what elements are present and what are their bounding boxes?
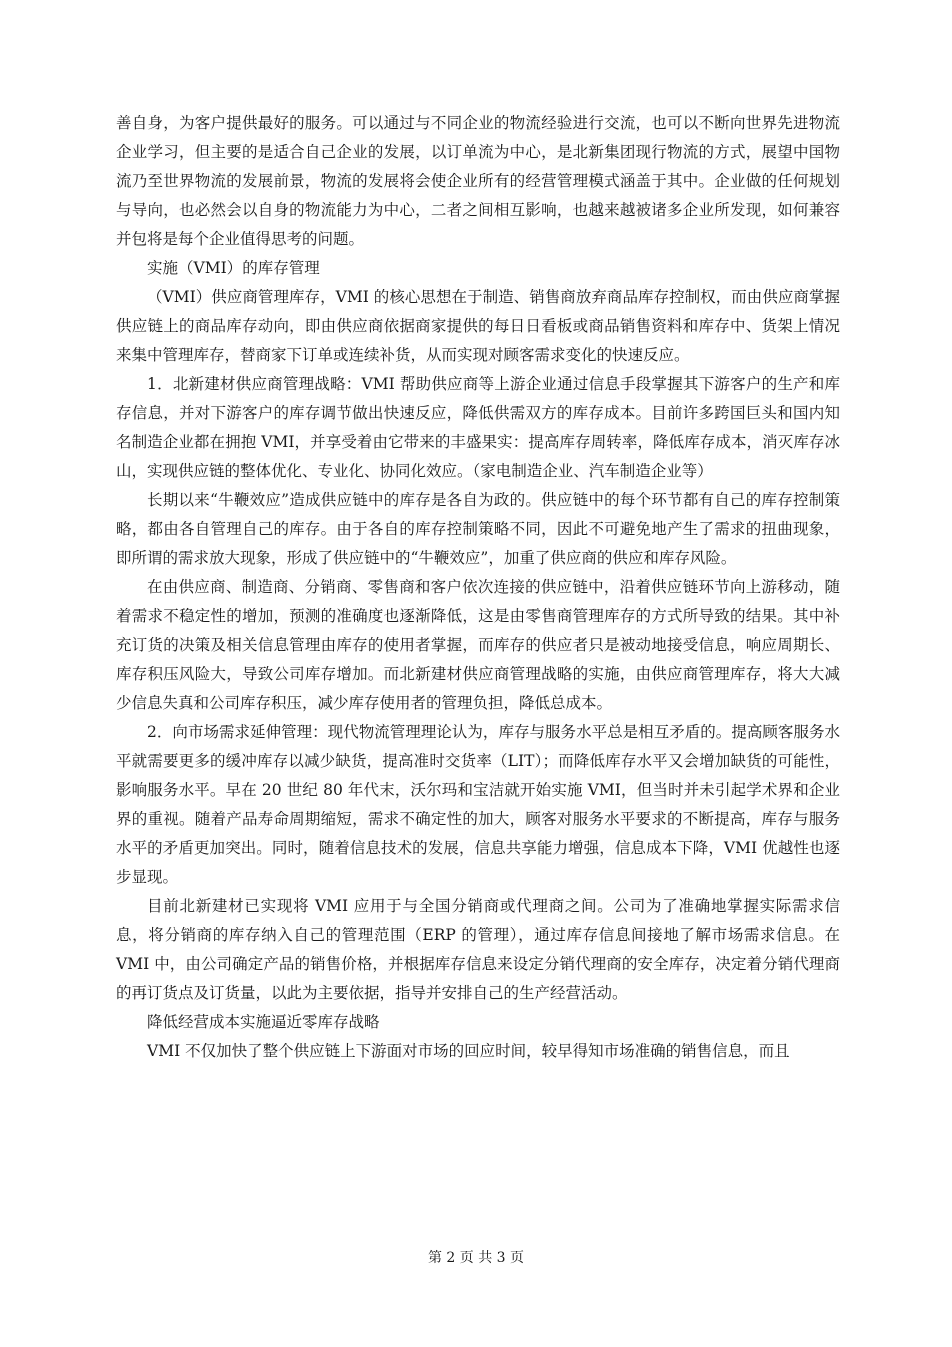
paragraph: VMI 不仅加快了整个供应链上下游面对市场的回应时间，较早得知市场准确的销售信息，而且 — [147, 1042, 790, 1060]
paragraph: 2．向市场需求延伸管理：现代物流管理理论认为，库存与服务水平总是相互矛盾的。提高顾客服务水平就需要更多的缓冲库存以减少缺货，提高准时交货率（LIT）；而降低库存水平又会增加缺货的可能性，影响服务水平。早在 20 世纪 80 年代末，沃尔玛和宝洁就开始实施 VMI，但当时并未引起学术界和企业界的重视。随着产品寿命周期缩短，需求不确定性的加大，顾客对服务水平要求的不断提高，库存与服务水平的矛盾更加突出。同时，随着信息技术的发展，信息共享能力增强，信息成本下降，VMI 优越性也逐步显现。 — [116, 723, 840, 886]
paragraph: 1．北新建材供应商管理战略：VMI 帮助供应商等上游企业通过信息手段掌握其下游客户的生产和库存信息，并对下游客户的库存调节做出快速反应，降低供需双方的库存成本。目前许多跨国巨头和国内知名制造企业都在拥抱 VMI，并享受着由它带来的丰盛果实：提高库存周转率，降低库存成本，消灭库存冰山，实现供应链的整体优化、专业化、协同化效应。（家电制造企业、汽车制造企业等） — [116, 375, 840, 480]
body-text — [116, 109, 840, 1066]
paragraph: （VMI）供应商管理库存，VMI 的核心思想在于制造、销售商放弃商品库存控制权，而由供应商掌握供应链上的商品库存动向，即由供应商依据商家提供的每日日看板或商品销售资料和库存中、货架上情况来集中管理库存，替商家下订单或连续补货，从而实现对顾客需求变化的快速反应。 — [116, 288, 840, 364]
paragraph: 在由供应商、制造商、分销商、零售商和客户依次连接的供应链中，沿着供应链环节向上游移动，随着需求不稳定性的增加，预测的准确度也逐渐降低，这是由零售商管理库存的方式所导致的结果。其中补充订货的决策及相关信息管理由库存的使用者掌握，而库存的供应者只是被动地接受信息，响应周期长、库存积压风险大，导致公司库存增加。而北新建材供应商管理战略的实施，由供应商管理库存，将大大减少信息失真和公司库存积压，减少库存使用者的管理负担，降低总成本。 — [116, 578, 840, 712]
paragraph: 目前北新建材已实现将 VMI 应用于与全国分销商或代理商之间。公司为了准确地掌握实际需求信息，将分销商的库存纳入自己的管理范围（ERP 的管理），通过库存信息间接地了解市场需求信息。在 VMI 中，由公司确定产品的销售价格，并根据库存信息来设定分销代理商的安全库存，决定着分销代理商的再订货点及订货量，以此为主要依据，指导并安排自己的生产经营活动。 — [116, 897, 840, 1002]
page-footer: 第 2 页 共 3 页 — [427, 1250, 525, 1266]
paragraph: 长期以来“牛鞭效应”造成供应链中的库存是各自为政的。供应链中的每个环节都有自己的库存控制策略，都由各自管理自己的库存。由于各自的库存控制策略不同，因此不可避免地产生了需求的扭曲现象，即所谓的需求放大现象，形成了供应链中的“牛鞭效应”，加重了供应商的供应和库存风险。 — [116, 491, 840, 567]
section-heading: 实施（VMI）的库存管理 — [147, 259, 320, 277]
paragraph: 善自身，为客户提供最好的服务。可以通过与不同企业的物流经验进行交流，也可以不断向世界先进物流企业学习，但主要的是适合自己企业的发展，以订单流为中心，是北新集团现行物流的方式，展望中国物流乃至世界物流的发展前景，物流的发展将会使企业所有的经营管理模式涵盖于其中。企业做的任何规划与导向，也必然会以自身的物流能力为中心，二者之间相互影响，也越来越被诸多企业所发现，如何兼容并包将是每个企业值得思考的问题。 — [116, 114, 840, 248]
section-heading: 降低经营成本实施逼近零库存战略 — [147, 1013, 380, 1031]
